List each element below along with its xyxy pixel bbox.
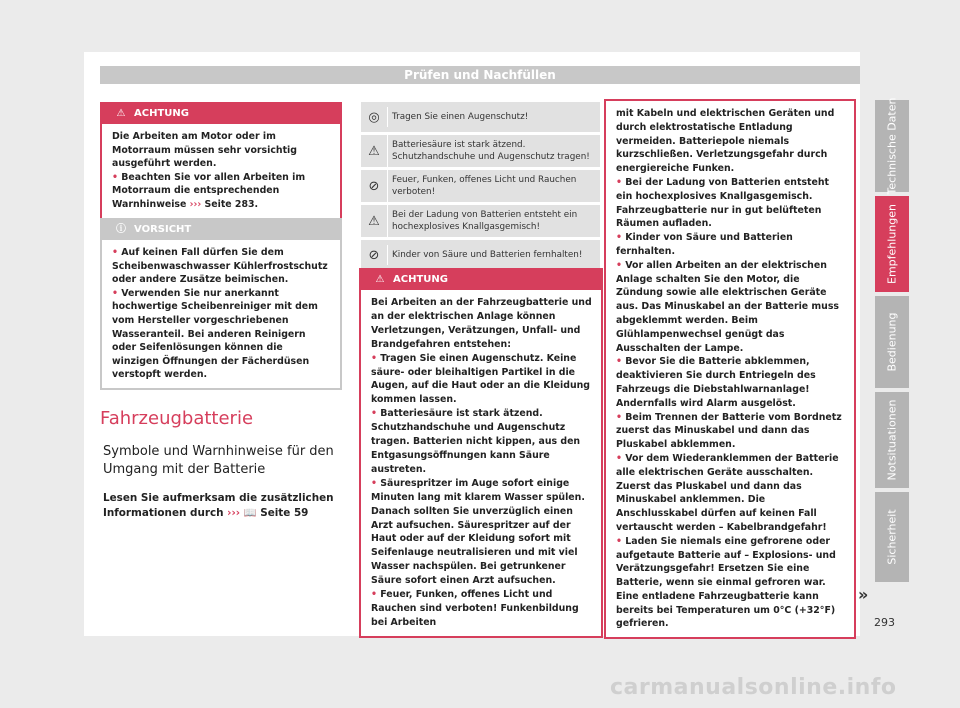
bullet-icon: • [616,232,626,244]
symbol-row [361,135,600,167]
bullet-icon: • [616,176,626,188]
warning-title: ACHTUNG [393,274,448,285]
engine-warning-box [100,102,342,220]
warning-intro: Die Arbeiten am Motor oder im Motorraum müssen sehr vorsichtig ausgeführt werden. [112,131,297,170]
cross-reference-icon: ››› [227,507,241,519]
bullet-icon: • [616,356,626,368]
warning-title: ACHTUNG [134,108,189,119]
warning-bullet: Kinder von Säure und Batterien fernhalten. [616,232,793,257]
no-children-icon: ⊘ [368,247,380,263]
tab-empfehlungen[interactable]: Empfehlungen [875,196,909,292]
continue-arrow-icon: » [858,585,869,604]
warning-intro: Bei Arbeiten an der Fahrzeugbatterie und an der elektrischen Anlage können Verletzungen, Verätzungen, Unfall- und Brandgefahren entstehen: [371,297,592,350]
bullet-icon: • [112,171,122,183]
bullet-icon: • [616,259,626,271]
caution-title: VORSICHT [134,224,192,235]
warning-bullet: Batteriesäure ist stark ätzend. Schutzhandschuhe und Augenschutz tragen. Batterien nicht kippen, aus den Entgasungsöffnungen kann Säure austreten. [371,408,581,475]
warning-bullet: Tragen Sie einen Augenschutz. Keine säure- oder bleihaltigen Partikel in die Augen, auf die Haut oder an die Kleidung kommen lassen. [371,352,591,406]
battery-warning-box [359,268,603,638]
warning-bullet: Bevor Sie die Batterie abklemmen, deaktivieren Sie durch Entriegeln des Fahrzeugs die Diebstahlwarnanlage! Andernfalls wird Alarm ausgelöst. [616,356,816,409]
explosion-icon: ⚠ [368,213,380,229]
symbol-row [361,240,600,270]
symbol-row [361,205,600,237]
warning-bullet: Vor allen Arbeiten an der elektrischen Anlage schalten Sie den Motor, die Zündung sowie alle elektrischen Geräte aus. Das Minuskabel an der Batterie muss abgeklemmt werden. Beim Glühlampenwechsel genügt das Ausschalten der Lampe. [616,259,840,354]
caution-box [100,218,342,390]
tab-notsituationen[interactable]: Notsituationen [875,392,909,488]
warning-intro: mit Kabeln und elektrischen Geräten und durch elektrostatische Entladung vermeiden. Batteriepole niemals kurzschließen. Verletzungsgefahr durch energiereiche Funken. [616,108,835,175]
goggles-icon: ◎ [368,109,380,125]
warning-bullet: Laden Sie niemals eine gefrorene oder aufgetaute Batterie auf – Explosions- und Verätzungsgefahr! Ersetzen Sie eine Batterie, wenn sie einmal gefroren war. Eine entladene Fahrzeugbatterie kann bereits bei Temperaturen um 0°C (+32°F) gefrieren. [616,535,836,630]
acid-icon: ⚠ [368,143,380,159]
intro-text: Lesen Sie aufmerksam die zusätzlichen Informationen durch [103,492,334,519]
section-title: Fahrzeugbatterie [100,408,254,429]
intro-page-ref[interactable]: Seite 59 [260,507,309,519]
warning-bullet: Beim Trennen der Batterie vom Bordnetz zuerst das Minuskabel und dann das Pluskabel abklemmen. [616,411,842,451]
bullet-icon: • [112,287,122,299]
symbol-row [361,102,600,132]
bullet-icon: • [616,535,626,547]
intro-paragraph [103,491,343,521]
warning-bullet: Beachten Sie vor allen Arbeiten im Motorraum die entsprechenden Warnhinweise [112,171,306,210]
bullet-icon: • [371,589,381,601]
tab-sicherheit[interactable]: Sicherheit [875,492,909,582]
symbol-text: Tragen Sie einen Augenschutz! [387,107,600,127]
warning-bullet: Vor dem Wiederanklemmen der Batterie alle elektrischen Geräte ausschalten. Zuerst das Pluskabel und dann das Minuskabel anklemmen. Die Anschlusskabel dürfen auf keinen Fall vertauscht werden – Kabelbrandgefahr! [616,452,839,533]
symbol-text: Feuer, Funken, offenes Licht und Rauchen verboten! [387,170,600,202]
caution-bullet: Auf keinen Fall dürfen Sie dem Scheibenwaschwasser Kühlerfrostschutz oder andere Zusätze beimischen. [112,247,328,286]
no-fire-icon: ⊘ [368,178,380,194]
book-icon: 📖 [243,507,257,519]
warning-triangle-icon: ⚠ [375,274,385,285]
bullet-icon: • [616,452,626,464]
tab-technische-daten[interactable]: Technische Daten [875,100,909,192]
bullet-icon: • [371,408,381,420]
bullet-icon: • [616,411,626,423]
page-header: Prüfen und Nachfüllen [100,66,860,84]
cross-reference-icon: ››› [189,198,202,210]
page-number: 293 [874,616,895,629]
symbol-text: Bei der Ladung von Batterien entsteht ein hochexplosives Knallgasgemisch! [387,205,600,237]
warning-bullet: Säurespritzer im Auge sofort einige Minuten lang mit klarem Wasser spülen. Danach sollten Sie unverzüglich einen Arzt aufsuchen. Säurespritzer auf der Haut oder auf der Kleidung sofort mit Seifenlauge neutralisieren und mit viel Wasser nachspülen. Bei getrunkener Säure sofort einen Arzt aufsuchen. [371,477,585,587]
caution-bullet: Verwenden Sie nur anerkannt hochwertige Scheibenreiniger mit dem vom Hersteller vorgeschriebenen Wasseranteil. Bei anderen Reinigern oder Seifenlösungen können die winzigen Öffnungen der Fächerdüsen verstopft werden. [112,287,318,381]
bullet-icon: • [371,477,381,489]
battery-warning-continued-box [604,99,856,639]
tab-bedienung[interactable]: Bedienung [875,296,909,388]
watermark: carmanualsonline.info [610,675,897,700]
symbol-text: Batteriesäure ist stark ätzend. Schutzhandschuhe und Augenschutz tragen! [387,135,600,167]
symbol-table [361,102,600,273]
warning-page-ref[interactable]: Seite 283. [204,198,259,210]
bullet-icon: • [112,247,122,258]
symbol-row [361,170,600,202]
warning-bullet: Bei der Ladung von Batterien entsteht ein hochexplosives Knallgasgemisch. Fahrzeugbatterie nur in gut belüfteten Räumen aufladen. [616,176,830,230]
bullet-icon: • [371,352,381,364]
warning-bullet: Feuer, Funken, offenes Licht und Rauchen sind verboten! Funkenbildung bei Arbeiten [371,589,579,628]
symbol-text: Kinder von Säure und Batterien fernhalten! [387,245,600,265]
info-circle-icon: ⓘ [116,224,126,235]
warning-triangle-icon: ⚠ [116,108,126,119]
section-subtitle: Symbole und Warnhinweise für den Umgang mit der Batterie [103,444,334,477]
